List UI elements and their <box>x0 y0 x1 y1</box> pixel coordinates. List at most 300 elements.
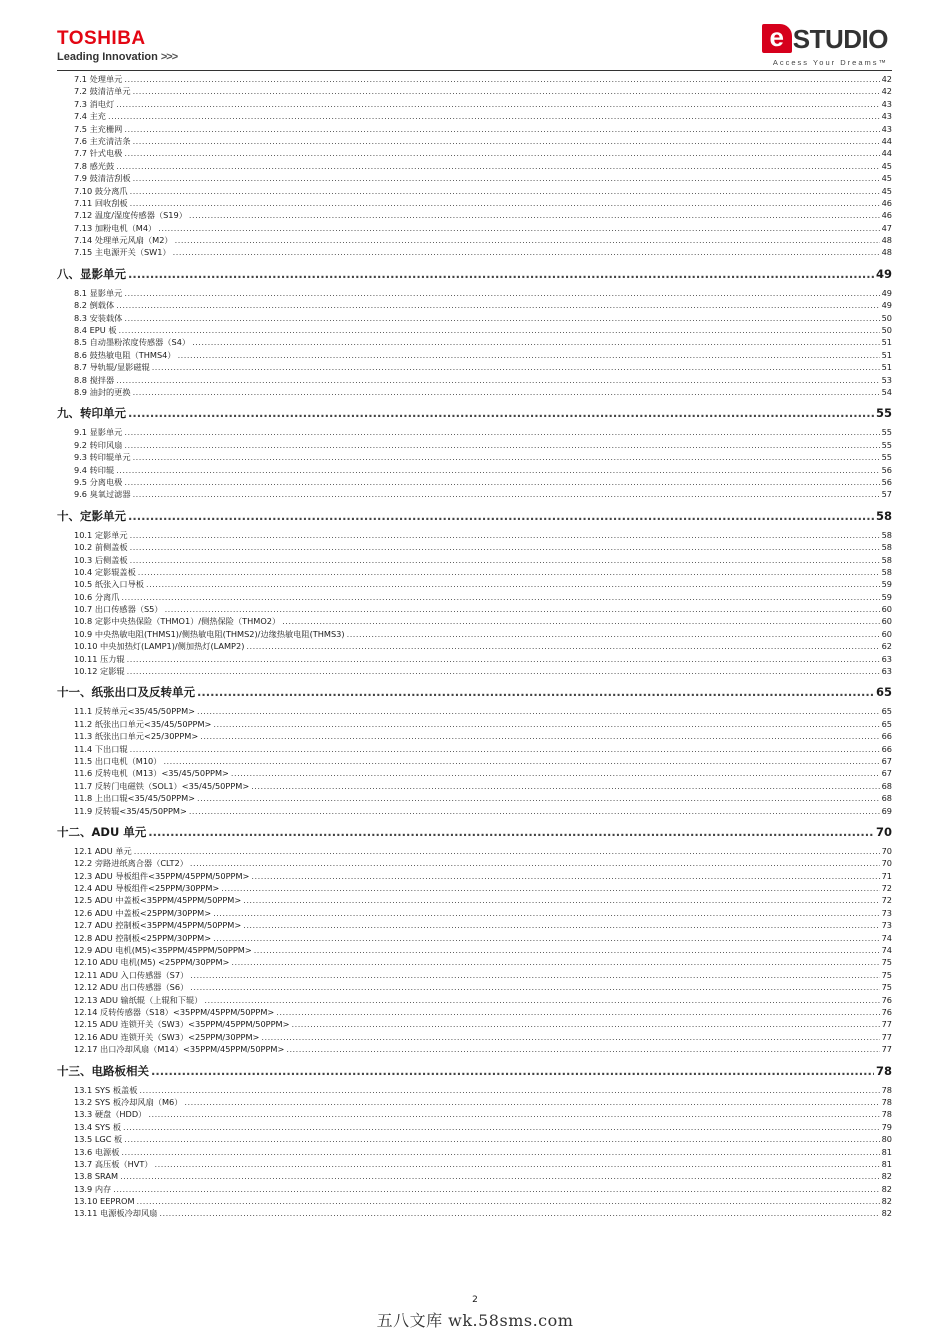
toc-leader-dots <box>128 504 874 528</box>
header-divider <box>57 70 892 71</box>
toc-entry-label: 7.14 处理单元风扇（M2） <box>74 235 173 246</box>
toc-page-number: 54 <box>881 386 892 397</box>
toc-entry[interactable] <box>57 324 892 336</box>
toc-entry-label: 10.3 后侧盖板 <box>74 554 128 565</box>
toc-page-number: 43 <box>881 123 892 134</box>
toc-entry[interactable] <box>57 566 892 578</box>
toc-page-number: 68 <box>881 793 892 804</box>
toc-entry[interactable] <box>57 361 892 373</box>
toc-leader-dots <box>116 299 879 311</box>
toc-page-number: 42 <box>881 74 892 84</box>
toc-page-number: 43 <box>881 111 892 122</box>
toc-leader-dots <box>138 566 880 578</box>
toc-entry[interactable] <box>57 554 892 566</box>
toc-entry-label: 8.5 自动墨粉浓度传感器（S4） <box>74 337 191 348</box>
toc-page-number: 65 <box>875 685 892 700</box>
toc-entry[interactable] <box>57 919 892 931</box>
toc-page-number: 50 <box>881 325 892 336</box>
toc-entry[interactable] <box>57 1096 892 1108</box>
toc-leader-dots <box>148 1108 879 1120</box>
toc-entry-label: 7.2 鼓清洁单元 <box>74 86 131 97</box>
toc-entry[interactable] <box>57 780 892 792</box>
toc-leader-dots <box>116 374 879 386</box>
toc-entry[interactable] <box>57 439 892 451</box>
toc-leader-dots <box>204 994 879 1006</box>
toc-entry-label: 10.8 定影中央热保险（THMO1）/侧热保险（THMO2） <box>74 616 281 627</box>
toc-leader-dots <box>124 426 879 438</box>
toc-entry-label: 8.4 EPU 板 <box>74 325 117 336</box>
toc-entry[interactable] <box>57 718 892 730</box>
toc-page-number: 50 <box>881 312 892 323</box>
toc-entry[interactable] <box>57 476 892 488</box>
toc-entry[interactable] <box>57 85 892 97</box>
toc-leader-dots <box>175 234 880 246</box>
toc-entry-label: 10.2 前侧盖板 <box>74 542 128 553</box>
toc-leader-dots <box>158 222 879 234</box>
toc-page-number: 44 <box>881 148 892 159</box>
toc-entry-label: 7.13 加粉电机（M4） <box>74 222 157 233</box>
toc-entry-label: 12.15 ADU 连锁开关（SW3）<35PPM/45PPM/50PPM> <box>74 1019 290 1030</box>
toc-page-number: 58 <box>881 542 892 553</box>
toc-entry[interactable] <box>57 792 892 804</box>
toc-leader-dots <box>231 956 879 968</box>
toc-entry-label: 13.8 SRAM <box>74 1171 119 1182</box>
toc-entry[interactable] <box>57 956 892 968</box>
toc-entry-label: 12.9 ADU 电机(M5)<35PPM/45PPM/50PPM> <box>74 945 252 956</box>
toc-entry-label: 12.8 ADU 控制板<25PPM/30PPM> <box>74 932 212 943</box>
toc-entry-label: 8.1 显影单元 <box>74 287 123 298</box>
toc-leader-dots <box>116 464 879 476</box>
toc-leader-dots <box>163 755 879 767</box>
toc-leader-dots <box>243 919 879 931</box>
toc-entry[interactable] <box>57 349 892 361</box>
toc-page-number: 78 <box>881 1109 892 1120</box>
toc-leader-dots <box>151 1059 874 1083</box>
toc-leader-dots <box>124 287 879 299</box>
toc-entry[interactable] <box>57 845 892 857</box>
toc-entry-label: 12.6 ADU 中盖板<25PPM/30PPM> <box>74 907 212 918</box>
toc-page-number: 55 <box>881 452 892 463</box>
toc-page-number: 55 <box>881 427 892 438</box>
toc-page-number: 75 <box>881 957 892 968</box>
toc-leader-dots <box>213 932 879 944</box>
toc-entry[interactable] <box>57 1018 892 1030</box>
toc-entry[interactable] <box>57 907 892 919</box>
toc-entry-label: 13.2 SYS 板冷却风扇（M6） <box>74 1096 183 1107</box>
toc-leader-dots <box>139 1084 879 1096</box>
toc-leader-dots <box>246 640 879 652</box>
toc-leader-dots <box>123 1121 880 1133</box>
toc-leader-dots <box>261 1031 879 1043</box>
toc-entry[interactable] <box>57 1121 892 1133</box>
toc-leader-dots <box>213 907 879 919</box>
toc-entry-label: 8.6 鼓热敏电阻（THMS4） <box>74 349 176 360</box>
toc-entry-label: 13.10 EEPROM <box>74 1196 135 1207</box>
toc-entry-label: 10.12 定影辊 <box>74 666 125 677</box>
toc-chapter[interactable] <box>57 401 892 425</box>
toc-entry[interactable] <box>57 730 892 742</box>
toc-entry-label: 11.9 反转辊<35/45/50PPM> <box>74 805 187 816</box>
toc-page-number: 79 <box>881 1121 892 1132</box>
toc-entry-label: 12.13 ADU 输纸辊（上辊和下辊） <box>74 994 203 1005</box>
estudio-logo <box>762 24 888 54</box>
toc-entry-label: 12.1 ADU 单元 <box>74 845 132 856</box>
toc-page-number: 51 <box>881 362 892 373</box>
toc-entry[interactable] <box>57 755 892 767</box>
toc-entry[interactable] <box>57 665 892 677</box>
toc-entry[interactable] <box>57 529 892 541</box>
toc-leader-dots <box>130 743 880 755</box>
toc-entry[interactable] <box>57 135 892 147</box>
toc-entry-label: 13.4 SYS 板 <box>74 1121 122 1132</box>
toc-leader-dots <box>133 85 880 97</box>
toc-leader-dots <box>124 1133 879 1145</box>
toc-page-number: 66 <box>881 731 892 742</box>
toc-entry[interactable] <box>57 386 892 398</box>
toc-entry[interactable] <box>57 1133 892 1145</box>
toc-entry[interactable] <box>57 541 892 553</box>
toc-entry[interactable] <box>57 185 892 197</box>
table-of-contents <box>57 73 892 1220</box>
toc-entry[interactable] <box>57 894 892 906</box>
toc-page-number: 58 <box>875 508 892 523</box>
toc-entry[interactable] <box>57 147 892 159</box>
toc-leader-dots <box>347 628 880 640</box>
toc-entry[interactable] <box>57 981 892 993</box>
toc-entry[interactable] <box>57 98 892 110</box>
toc-entry-label: 12.3 ADU 导板组件<35PPM/45PPM/50PPM> <box>74 870 250 881</box>
toc-entry[interactable] <box>57 464 892 476</box>
toc-entry[interactable] <box>57 197 892 209</box>
toc-page-number: 81 <box>881 1158 892 1169</box>
tagline-text: Leading Innovation <box>57 51 158 63</box>
toc-entry[interactable] <box>57 209 892 221</box>
toc-leader-dots <box>251 870 879 882</box>
toc-entry-label: 10.7 出口传感器（S5） <box>74 604 163 615</box>
toc-leader-dots <box>130 554 880 566</box>
toc-entry-label: 11.3 纸张出口单元<25/30PPM> <box>74 731 199 742</box>
toc-entry[interactable] <box>57 944 892 956</box>
toc-entry-label: 十三、电路板相关 <box>57 1063 149 1078</box>
toc-leader-dots <box>124 123 879 135</box>
toc-page-number: 44 <box>881 135 892 146</box>
toc-entry-label: 8.7 导轨辊/显影磁辊 <box>74 362 150 373</box>
toc-page-number: 78 <box>881 1084 892 1095</box>
toc-leader-dots <box>133 451 880 463</box>
toc-entry-label: 10.1 定影单元 <box>74 529 128 540</box>
toc-entry-label: 12.11 ADU 入口传感器（S7） <box>74 969 189 980</box>
toc-entry-label: 12.17 出口冷却风扇（M14）<35PPM/45PPM/50PPM> <box>74 1044 285 1055</box>
toc-leader-dots <box>243 894 879 906</box>
toc-leader-dots <box>197 705 880 717</box>
toc-page-number: 75 <box>881 969 892 980</box>
toc-entry-label: 10.6 分离爪 <box>74 591 120 602</box>
toc-leader-dots <box>128 262 874 286</box>
toc-entry[interactable] <box>57 1043 892 1055</box>
toc-page-number: 63 <box>881 666 892 677</box>
toc-page-number: 76 <box>881 994 892 1005</box>
toc-entry-label: 13.11 电源板冷却风扇 <box>74 1208 158 1219</box>
toc-leader-dots <box>120 1170 880 1182</box>
toc-page-number: 68 <box>881 780 892 791</box>
toc-page-number: 49 <box>881 300 892 311</box>
toc-entry-label: 12.12 ADU 出口传感器（S6） <box>74 982 189 993</box>
toc-entry[interactable] <box>57 578 892 590</box>
toc-entry[interactable] <box>57 451 892 463</box>
toc-leader-dots <box>113 1183 879 1195</box>
toc-leader-dots <box>231 767 880 779</box>
toc-leader-dots <box>127 653 880 665</box>
watermark: 五八文库 wk.58sms.com <box>376 1311 574 1330</box>
toc-leader-dots <box>254 944 880 956</box>
toc-page-number: 60 <box>881 616 892 627</box>
toc-page-number: 73 <box>881 920 892 931</box>
toc-leader-dots <box>165 603 880 615</box>
toc-page-number: 51 <box>881 337 892 348</box>
toc-entry-label: 10.5 纸张入口导板 <box>74 579 144 590</box>
toc-entry[interactable] <box>57 222 892 234</box>
toc-page-number: 65 <box>881 706 892 717</box>
toc-entry[interactable] <box>57 653 892 665</box>
toc-page-number: 82 <box>881 1183 892 1194</box>
toc-entry[interactable] <box>57 882 892 894</box>
toc-page-number: 57 <box>881 489 892 500</box>
toc-entry[interactable] <box>57 426 892 438</box>
toc-leader-dots <box>134 845 880 857</box>
toc-entry[interactable] <box>57 1006 892 1018</box>
toc-entry-label: 十一、纸张出口及反转单元 <box>57 685 195 700</box>
toc-leader-dots <box>213 718 879 730</box>
toc-entry-label: 10.9 中央热敏电阻(THMS1)/侧热敏电阻(THMS2)/边缘热敏电阻(THMS3) <box>74 628 345 639</box>
toc-page-number: 73 <box>881 907 892 918</box>
toc-entry-label: 7.11 回收刮板 <box>74 197 128 208</box>
toc-chapter[interactable] <box>57 262 892 286</box>
toc-entry[interactable] <box>57 1158 892 1170</box>
toc-leader-dots <box>124 147 879 159</box>
toc-leader-dots <box>159 1207 879 1219</box>
toc-entry[interactable] <box>57 110 892 122</box>
toc-entry-label: 八、显影单元 <box>57 266 126 281</box>
toc-entry[interactable] <box>57 312 892 324</box>
estudio-logo-word: STUDIO <box>792 24 888 54</box>
toc-page-number: 74 <box>881 945 892 956</box>
toc-entry-label: 7.1 处理单元 <box>74 74 123 84</box>
toc-leader-dots <box>221 882 879 894</box>
toc-entry[interactable] <box>57 287 892 299</box>
toc-page-number: 46 <box>881 210 892 221</box>
toc-leader-dots <box>108 110 880 122</box>
toc-entry-label: 7.5 主充栅网 <box>74 123 123 134</box>
toc-entry-label: 11.8 上出口辊<35/45/50PPM> <box>74 793 196 804</box>
estudio-slogan: Access Your Dreams™ <box>772 58 888 67</box>
toc-page-number: 74 <box>881 932 892 943</box>
toc-leader-dots <box>133 172 880 184</box>
toc-chapter[interactable] <box>57 820 892 844</box>
toc-entry[interactable] <box>57 1183 892 1195</box>
toc-entry[interactable] <box>57 299 892 311</box>
toc-entry[interactable] <box>57 932 892 944</box>
toc-page-number: 63 <box>881 653 892 664</box>
toc-entry-label: 13.6 电源板 <box>74 1146 120 1157</box>
toc-page-number: 70 <box>875 824 892 839</box>
toc-page-number: 67 <box>881 755 892 766</box>
toc-leader-dots <box>128 401 874 425</box>
toc-leader-dots <box>124 73 879 85</box>
toc-page-number: 66 <box>881 743 892 754</box>
toc-leader-dots <box>190 969 879 981</box>
toc-entry[interactable] <box>57 857 892 869</box>
toc-entry[interactable] <box>57 1146 892 1158</box>
toc-entry[interactable] <box>57 994 892 1006</box>
toc-page-number: 76 <box>881 1007 892 1017</box>
toc-entry-label: 9.2 转印风扇 <box>74 439 123 450</box>
toc-leader-dots <box>133 135 880 147</box>
toc-entry[interactable] <box>57 1108 892 1120</box>
toc-entry[interactable] <box>57 234 892 246</box>
toc-entry[interactable] <box>57 603 892 615</box>
toc-leader-dots <box>119 324 880 336</box>
toc-entry-label: 7.15 主电源开关（SW1） <box>74 247 171 258</box>
toc-page-number: 58 <box>881 566 892 577</box>
toc-entry[interactable] <box>57 1195 892 1207</box>
toc-leader-dots <box>200 730 879 742</box>
toc-chapter[interactable] <box>57 504 892 528</box>
toc-chapter[interactable] <box>57 680 892 704</box>
toc-page-number: 71 <box>881 870 892 881</box>
toc-leader-dots <box>130 185 880 197</box>
toc-entry-label: 9.5 分离电极 <box>74 476 123 487</box>
toc-entry-label: 9.3 转印辊单元 <box>74 452 131 463</box>
toc-page-number: 77 <box>881 1031 892 1042</box>
toc-entry-label: 12.16 ADU 连锁开关（SW3）<25PPM/30PPM> <box>74 1031 260 1042</box>
toc-entry[interactable] <box>57 1207 892 1219</box>
toc-entry-label: 12.5 ADU 中盖板<35PPM/45PPM/50PPM> <box>74 895 242 906</box>
toc-entry[interactable] <box>57 1084 892 1096</box>
toc-page-number: 48 <box>881 235 892 246</box>
toc-leader-dots <box>189 209 880 221</box>
toc-leader-dots <box>291 1018 879 1030</box>
toc-page-number: 80 <box>881 1134 892 1145</box>
toc-page-number: 59 <box>881 591 892 602</box>
toc-entry[interactable] <box>57 160 892 172</box>
toc-entry-label: 11.1 反转单元<35/45/50PPM> <box>74 706 196 717</box>
toc-entry-label: 7.10 鼓分离爪 <box>74 185 128 196</box>
toc-entry[interactable] <box>57 640 892 652</box>
toc-entry-label: 7.6 主充清洁条 <box>74 135 131 146</box>
toc-entry-label: 13.5 LGC 板 <box>74 1134 123 1145</box>
toc-chapter[interactable] <box>57 1059 892 1083</box>
toc-entry-label: 8.8 搅拌器 <box>74 374 115 385</box>
toc-entry-label: 7.7 针式电极 <box>74 148 123 159</box>
toc-entry[interactable] <box>57 870 892 882</box>
toc-page-number: 49 <box>875 266 892 281</box>
toc-entry[interactable] <box>57 172 892 184</box>
toc-entry-label: 7.8 感光鼓 <box>74 160 115 171</box>
toc-entry-label: 11.6 反转电机（M13）<35/45/50PPM> <box>74 768 229 779</box>
toc-leader-dots <box>184 1096 879 1108</box>
toc-entry[interactable] <box>57 591 892 603</box>
toc-page-number: 56 <box>881 476 892 487</box>
toc-leader-dots <box>116 98 879 110</box>
toc-entry[interactable] <box>57 743 892 755</box>
toc-entry-label: 9.4 转印辊 <box>74 464 115 475</box>
toc-entry[interactable] <box>57 1170 892 1182</box>
toc-entry-label: 11.5 出口电机（M10） <box>74 755 162 766</box>
toc-page-number: 53 <box>881 374 892 385</box>
toc-page-number: 70 <box>881 845 892 856</box>
tagline <box>57 51 177 63</box>
toc-page-number: 60 <box>881 628 892 639</box>
toc-entry[interactable] <box>57 805 892 817</box>
toc-leader-dots <box>127 665 880 677</box>
toc-entry[interactable] <box>57 705 892 717</box>
toc-entry-label: 11.7 反转门电磁铁（SOL1）<35/45/50PPM> <box>74 780 250 791</box>
toc-leader-dots <box>189 805 880 817</box>
toc-leader-dots <box>192 336 879 348</box>
toc-entry[interactable] <box>57 615 892 627</box>
toc-leader-dots <box>121 1146 879 1158</box>
toc-page-number: 75 <box>881 982 892 993</box>
toc-page-number: 58 <box>881 554 892 565</box>
toc-page-number: 55 <box>875 406 892 421</box>
toc-entry[interactable] <box>57 73 892 85</box>
toc-entry[interactable] <box>57 969 892 981</box>
toc-leader-dots <box>276 1006 879 1018</box>
toc-entry-label: 13.3 硬盘（HDD） <box>74 1109 147 1120</box>
toc-entry[interactable] <box>57 374 892 386</box>
toc-entry-label: 9.6 臭氧过滤器 <box>74 489 131 500</box>
toc-entry[interactable] <box>57 246 892 258</box>
toc-page-number: 67 <box>881 768 892 779</box>
toc-page-number: 45 <box>881 160 892 171</box>
toc-page-number: 55 <box>881 439 892 450</box>
toc-page-number: 45 <box>881 173 892 184</box>
toc-entry-label: 12.10 ADU 电机(M5) <25PPM/30PPM> <box>74 957 230 968</box>
toc-entry-label: 12.2 旁路进纸离合器（CLT2） <box>74 858 188 869</box>
toc-entry-label: 十、定影单元 <box>57 508 126 523</box>
toc-leader-dots <box>130 197 880 209</box>
toc-leader-dots <box>197 792 880 804</box>
toc-entry-label: 7.12 温度/湿度传感器（S19） <box>74 210 187 221</box>
toc-entry-label: 10.10 中央加热灯(LAMP1)/侧加热灯(LAMP2) <box>74 641 245 652</box>
toc-entry-label: 7.3 消电灯 <box>74 98 115 109</box>
toc-entry[interactable] <box>57 628 892 640</box>
toc-leader-dots <box>178 349 880 361</box>
toc-page-number: 77 <box>881 1019 892 1030</box>
toc-page-number: 82 <box>881 1208 892 1219</box>
toc-leader-dots <box>121 591 879 603</box>
toc-entry[interactable] <box>57 1031 892 1043</box>
toc-entry[interactable] <box>57 123 892 135</box>
toc-entry[interactable] <box>57 336 892 348</box>
toc-page-number: 59 <box>881 579 892 590</box>
toc-leader-dots <box>133 488 880 500</box>
toc-entry-label: 13.9 内存 <box>74 1183 112 1194</box>
toc-entry-label: 10.11 压力辊 <box>74 653 125 664</box>
toc-entry[interactable] <box>57 767 892 779</box>
toc-leader-dots <box>116 160 879 172</box>
toc-entry-label: 12.14 反转传感器（S18）<35PPM/45PPM/50PPM> <box>74 1007 275 1017</box>
toc-entry-label: 10.4 定影辊盖板 <box>74 566 136 577</box>
toc-leader-dots <box>130 529 880 541</box>
toc-entry-label: 8.9 油封的更换 <box>74 386 131 397</box>
toc-entry-label: 13.1 SYS 板盖板 <box>74 1084 138 1095</box>
toc-leader-dots <box>197 680 874 704</box>
toc-entry[interactable] <box>57 488 892 500</box>
toc-leader-dots <box>282 615 879 627</box>
toc-entry-label: 7.4 主充 <box>74 111 106 122</box>
toc-page-number: 46 <box>881 197 892 208</box>
